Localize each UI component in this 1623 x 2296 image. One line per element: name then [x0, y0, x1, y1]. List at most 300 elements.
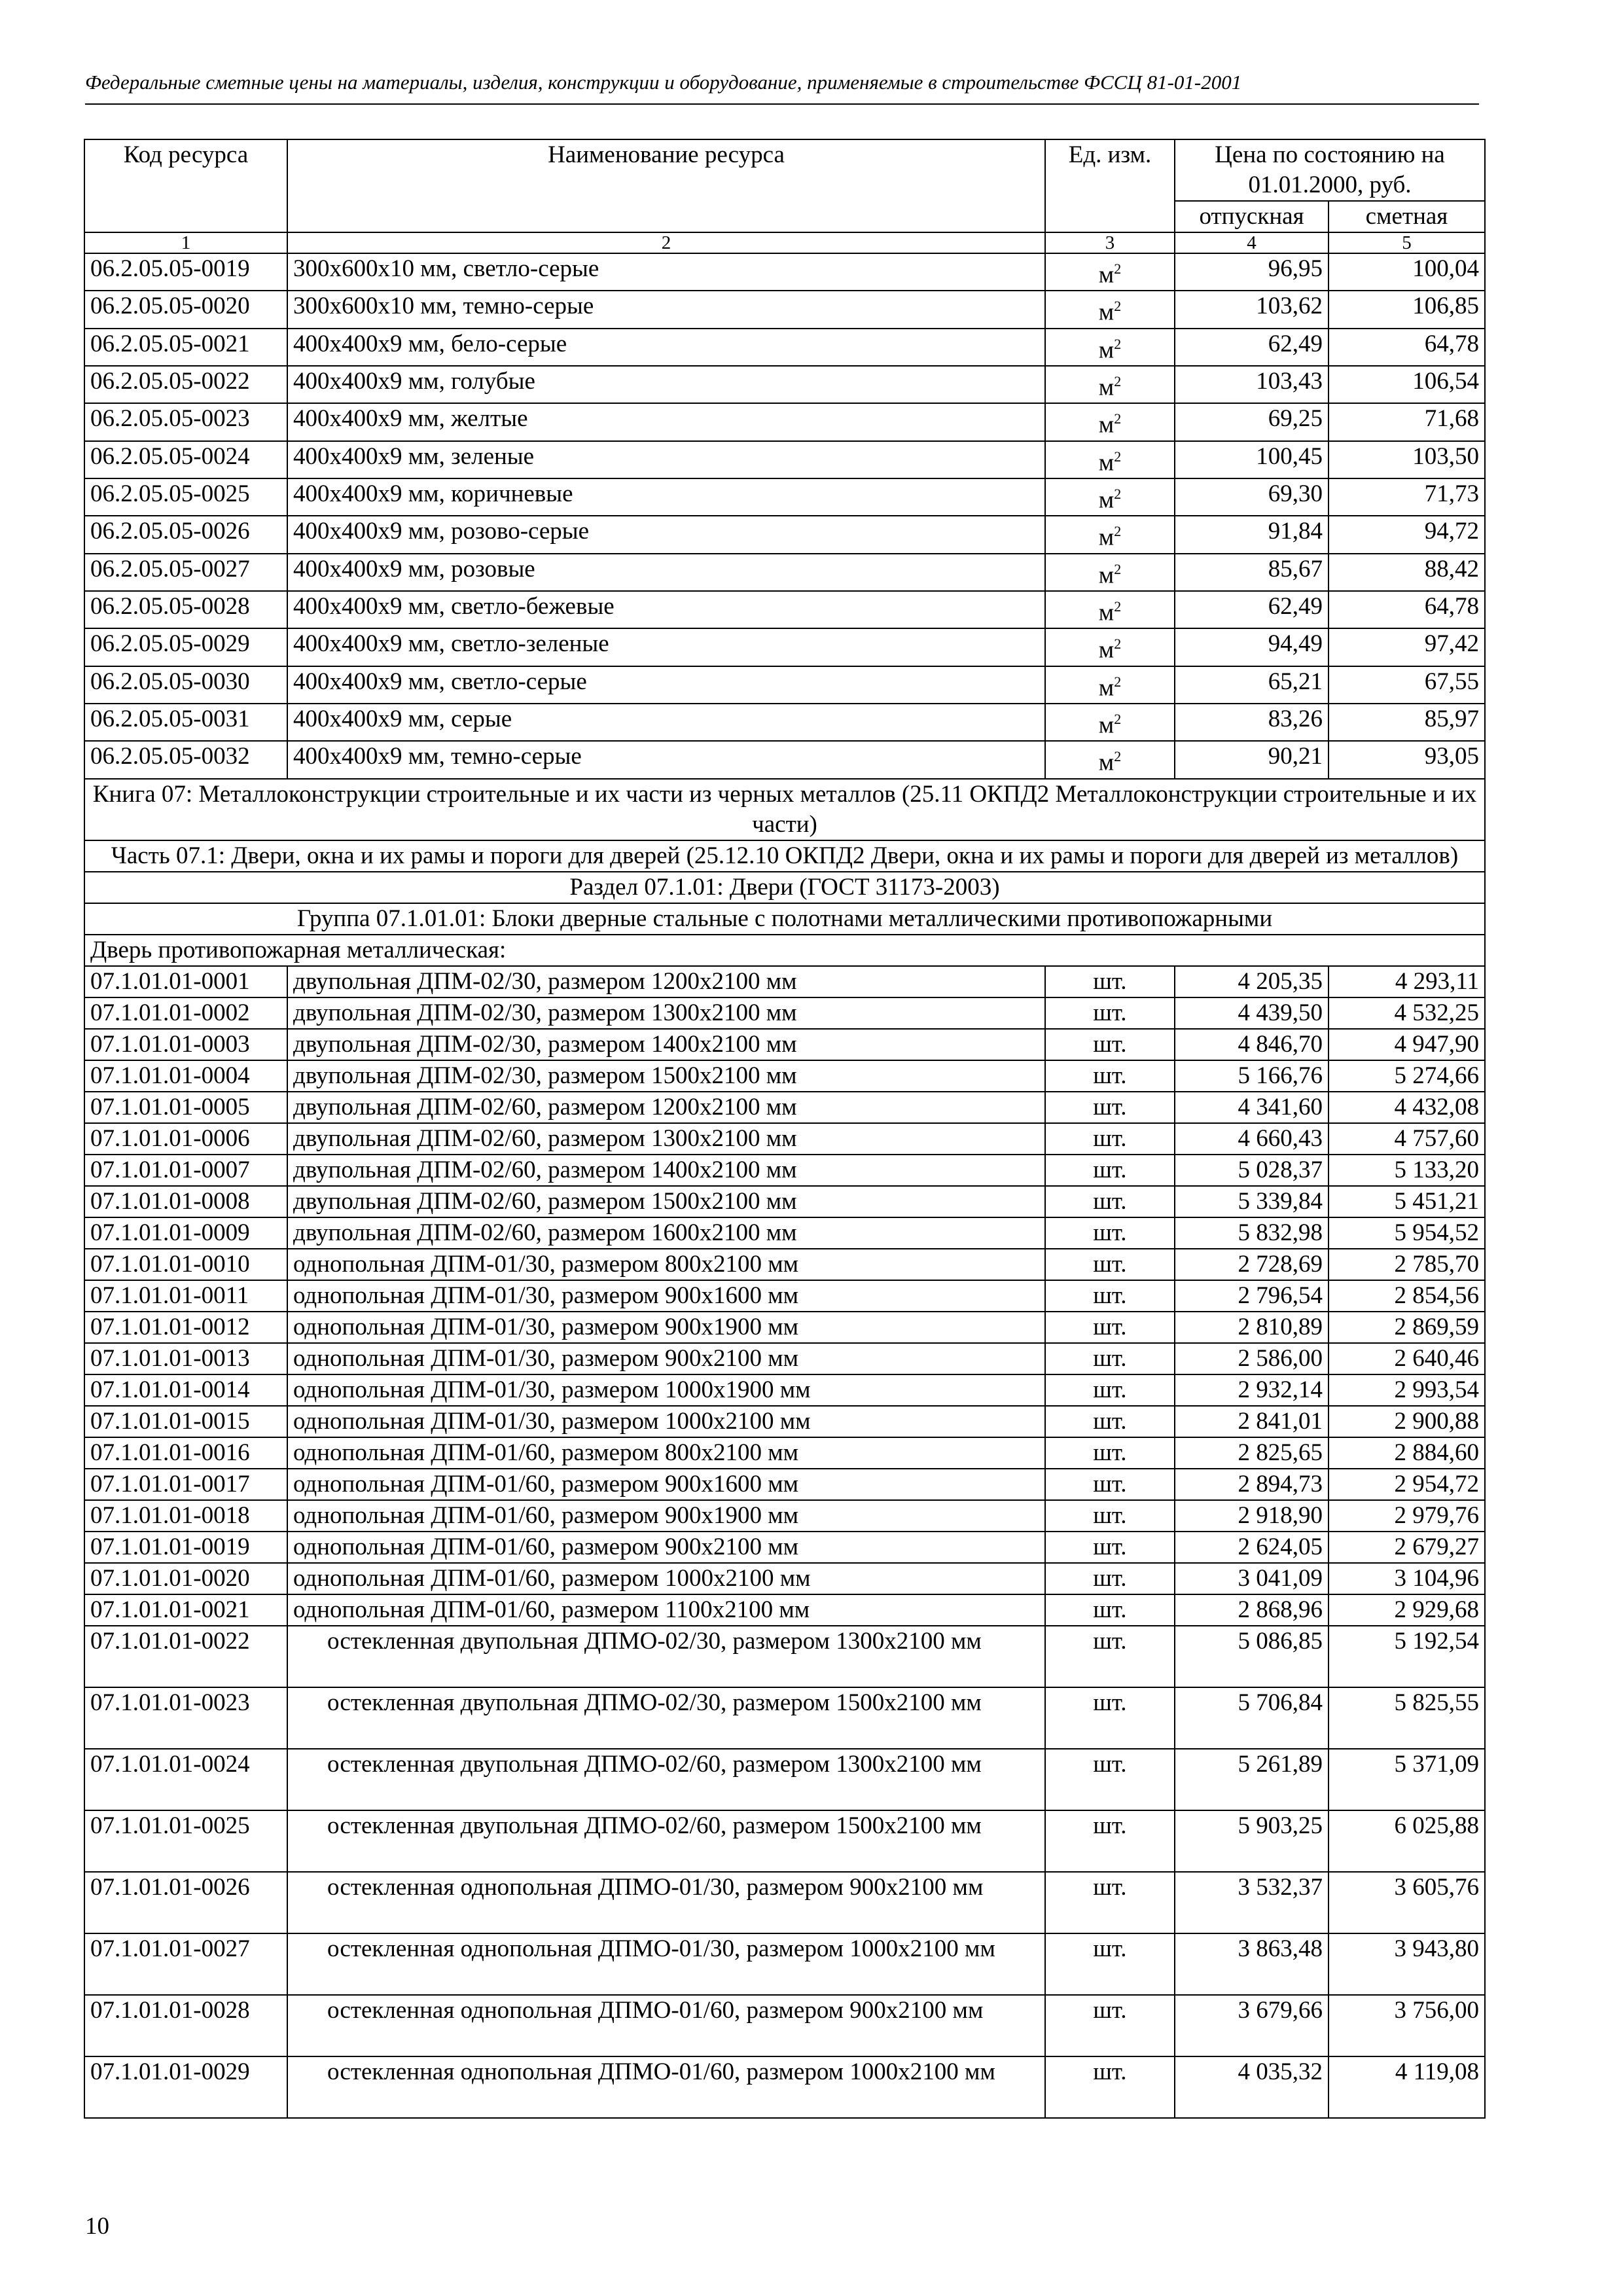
estimate-price: 97,42 [1329, 628, 1485, 666]
resource-name: 400х400х9 мм, розовые [287, 554, 1045, 591]
resource-code: 06.2.05.05-0023 [84, 403, 287, 440]
estimate-price: 3 605,76 [1329, 1872, 1485, 1933]
release-price: 103,43 [1175, 366, 1329, 403]
unit-label: шт. [1093, 1533, 1127, 1560]
release-price: 2 932,14 [1175, 1374, 1329, 1406]
unit-cell [1045, 441, 1175, 478]
estimate-price: 2 869,59 [1329, 1312, 1485, 1343]
table-row [84, 704, 1485, 741]
unit-cell [1045, 291, 1175, 328]
table-row [84, 1186, 1485, 1217]
resource-name: однопольная ДПМ-01/30, размером 1000х1900 мм [287, 1374, 1045, 1406]
estimate-price: 67,55 [1329, 666, 1485, 704]
resource-code: 06.2.05.05-0022 [84, 366, 287, 403]
table-row [84, 1280, 1485, 1312]
unit-label: шт. [1093, 1996, 1127, 2024]
resource-name: остекленная однопольная ДПМО-01/60, размером 900х2100 мм [287, 1995, 1045, 2056]
unit-cell [1045, 1374, 1175, 1406]
release-price: 3 679,66 [1175, 1995, 1329, 2056]
resource-name: 400х400х9 мм, светло-серые [287, 666, 1045, 704]
unit-label: шт. [1093, 2058, 1127, 2085]
section-title: Раздел 07.1.01: Двери (ГОСТ 31173-2003) [84, 872, 1485, 903]
table-row [84, 1249, 1485, 1280]
unit-superscript: 2 [1114, 410, 1122, 427]
resource-name: 400х400х9 мм, светло-бежевые [287, 591, 1045, 628]
estimate-price: 2 954,72 [1329, 1469, 1485, 1500]
estimate-price: 2 854,56 [1329, 1280, 1485, 1312]
unit-label: шт. [1093, 1187, 1127, 1215]
resource-name: двупольная ДПМ-02/30, размером 1300х2100 мм [287, 997, 1045, 1029]
release-price: 85,67 [1175, 554, 1329, 591]
release-price: 4 439,50 [1175, 997, 1329, 1029]
heading-rows [84, 779, 1485, 966]
unit-label: шт. [1093, 1219, 1127, 1246]
resource-name: 400х400х9 мм, голубые [287, 366, 1045, 403]
unit-cell [1045, 2056, 1175, 2118]
unit-label: шт. [1093, 1282, 1127, 1309]
unit-label: шт. [1093, 1093, 1127, 1121]
column-number-row [84, 232, 1485, 253]
resource-name: 400х400х9 мм, коричневые [287, 478, 1045, 516]
unit-label: шт. [1093, 1407, 1127, 1435]
resource-code: 07.1.01.01-0020 [84, 1563, 287, 1594]
unit-cell [1045, 403, 1175, 440]
resource-name: однопольная ДПМ-01/30, размером 800х2100 мм [287, 1249, 1045, 1280]
table-row [84, 329, 1485, 366]
unit-cell [1045, 478, 1175, 516]
estimate-price: 4 947,90 [1329, 1029, 1485, 1060]
unit-label: м [1098, 636, 1115, 664]
release-price: 2 624,05 [1175, 1532, 1329, 1563]
estimate-price: 3 104,96 [1329, 1563, 1485, 1594]
unit-cell [1045, 1995, 1175, 2056]
resource-name: 400х400х9 мм, темно-серые [287, 741, 1045, 778]
resource-name: двупольная ДПМ-02/30, размером 1400х2100 мм [287, 1029, 1045, 1060]
unit-superscript: 2 [1114, 372, 1122, 389]
estimate-price: 71,73 [1329, 478, 1485, 516]
estimate-price: 5 371,09 [1329, 1749, 1485, 1810]
estimate-price: 2 679,27 [1329, 1532, 1485, 1563]
unit-label: шт. [1093, 1501, 1127, 1529]
release-price: 2 841,01 [1175, 1406, 1329, 1437]
unit-label: м [1098, 298, 1115, 326]
group-title: Группа 07.1.01.01: Блоки дверные стальные с полотнами металлическими противопожарными [84, 903, 1485, 935]
release-price: 5 903,25 [1175, 1810, 1329, 1872]
release-price: 83,26 [1175, 704, 1329, 741]
table-row [84, 666, 1485, 704]
unit-cell [1045, 1594, 1175, 1626]
unit-cell [1045, 1217, 1175, 1249]
col-number: 4 [1175, 232, 1329, 253]
resource-code: 06.2.05.05-0021 [84, 329, 287, 366]
unit-label: шт. [1093, 1935, 1127, 1962]
release-price: 2 810,89 [1175, 1312, 1329, 1343]
table-row [84, 441, 1485, 478]
estimate-price: 2 900,88 [1329, 1406, 1485, 1437]
table-row [84, 1469, 1485, 1500]
resource-code: 07.1.01.01-0019 [84, 1532, 287, 1563]
unit-label: шт. [1093, 1313, 1127, 1340]
resource-code: 07.1.01.01-0027 [84, 1933, 287, 1995]
col-header-estimate: сметная [1329, 201, 1485, 232]
unit-label: шт. [1093, 1030, 1127, 1058]
resource-name: двупольная ДПМ-02/30, размером 1200х2100 мм [287, 966, 1045, 997]
estimate-price: 4 119,08 [1329, 2056, 1485, 2118]
table-row [84, 1437, 1485, 1469]
resource-code: 07.1.01.01-0008 [84, 1186, 287, 1217]
release-price: 2 825,65 [1175, 1437, 1329, 1469]
resource-name: 300х600х10 мм, светло-серые [287, 253, 1045, 291]
resource-name: двупольная ДПМ-02/60, размером 1500х2100 мм [287, 1186, 1045, 1217]
release-price: 94,49 [1175, 628, 1329, 666]
col-number: 3 [1045, 232, 1175, 253]
table-row [84, 1563, 1485, 1594]
estimate-price: 4 757,60 [1329, 1123, 1485, 1155]
table-row [84, 1155, 1485, 1186]
unit-label: шт. [1093, 1689, 1127, 1716]
table-row [84, 997, 1485, 1029]
unit-label: м [1098, 374, 1115, 401]
table-row [84, 554, 1485, 591]
estimate-price: 6 025,88 [1329, 1810, 1485, 1872]
unit-cell [1045, 1312, 1175, 1343]
table-row [84, 1406, 1485, 1437]
unit-label: шт. [1093, 1124, 1127, 1152]
resource-code: 07.1.01.01-0022 [84, 1626, 287, 1687]
unit-label: м [1098, 486, 1115, 514]
release-price: 2 868,96 [1175, 1594, 1329, 1626]
unit-superscript: 2 [1114, 636, 1122, 653]
unit-superscript: 2 [1114, 598, 1122, 615]
release-price: 3 532,37 [1175, 1872, 1329, 1933]
release-price: 96,95 [1175, 253, 1329, 291]
unit-cell [1045, 1092, 1175, 1123]
resource-code: 07.1.01.01-0024 [84, 1749, 287, 1810]
running-header: Федеральные сметные цены на материалы, изделия, конструкции и оборудование, применяемые в строительстве ФССЦ 81-01-2001 [85, 71, 1242, 94]
col-number: 2 [287, 232, 1045, 253]
table-row [84, 1749, 1485, 1810]
resource-code: 07.1.01.01-0011 [84, 1280, 287, 1312]
unit-superscript: 2 [1114, 448, 1122, 465]
col-header-price: Цена по состоянию на 01.01.2000, руб. [1175, 139, 1485, 201]
table-row [84, 1500, 1485, 1532]
unit-label: м [1098, 336, 1115, 363]
unit-cell [1045, 1406, 1175, 1437]
unit-cell [1045, 704, 1175, 741]
resource-code: 07.1.01.01-0010 [84, 1249, 287, 1280]
unit-superscript: 2 [1114, 298, 1122, 315]
release-price: 5 832,98 [1175, 1217, 1329, 1249]
unit-label: м [1098, 448, 1115, 476]
resource-code: 07.1.01.01-0009 [84, 1217, 287, 1249]
page-number: 10 [85, 2213, 109, 2240]
unit-cell [1045, 253, 1175, 291]
table-row [84, 403, 1485, 440]
resource-name: остекленная двупольная ДПМО-02/60, размером 1500х2100 мм [287, 1810, 1045, 1872]
resource-name: 400х400х9 мм, розово-серые [287, 516, 1045, 553]
unit-cell [1045, 516, 1175, 553]
col-header-release: отпускная [1175, 201, 1329, 232]
unit-superscript: 2 [1114, 485, 1122, 502]
unit-cell [1045, 1280, 1175, 1312]
release-price: 5 706,84 [1175, 1687, 1329, 1749]
estimate-price: 4 532,25 [1329, 997, 1485, 1029]
release-price: 65,21 [1175, 666, 1329, 704]
release-price: 3 863,48 [1175, 1933, 1329, 1995]
unit-cell [1045, 666, 1175, 704]
estimate-price: 2 979,76 [1329, 1500, 1485, 1532]
resource-name: однопольная ДПМ-01/60, размером 900х1900 мм [287, 1500, 1045, 1532]
release-price: 5 028,37 [1175, 1155, 1329, 1186]
unit-label: шт. [1093, 1470, 1127, 1498]
resource-code: 07.1.01.01-0014 [84, 1374, 287, 1406]
table-row [84, 1312, 1485, 1343]
resource-code: 07.1.01.01-0012 [84, 1312, 287, 1343]
resource-code: 06.2.05.05-0020 [84, 291, 287, 328]
resource-name: остекленная однопольная ДПМО-01/30, размером 900х2100 мм [287, 1872, 1045, 1933]
resource-code: 06.2.05.05-0027 [84, 554, 287, 591]
table-row [84, 966, 1485, 997]
unit-label: шт. [1093, 1812, 1127, 1839]
unit-cell [1045, 554, 1175, 591]
table-row [84, 1343, 1485, 1374]
resource-code: 07.1.01.01-0001 [84, 966, 287, 997]
col-header-unit: Ед. изм. [1045, 139, 1175, 232]
resource-code: 07.1.01.01-0016 [84, 1437, 287, 1469]
resource-code: 07.1.01.01-0006 [84, 1123, 287, 1155]
unit-label: м [1098, 711, 1115, 739]
unit-cell [1045, 329, 1175, 366]
unit-superscript: 2 [1114, 673, 1122, 690]
release-price: 4 035,32 [1175, 2056, 1329, 2118]
resource-code: 06.2.05.05-0025 [84, 478, 287, 516]
resource-code: 07.1.01.01-0017 [84, 1469, 287, 1500]
resource-name: однопольная ДПМ-01/30, размером 900х1900 мм [287, 1312, 1045, 1343]
table-row [84, 1995, 1485, 2056]
unit-cell [1045, 1437, 1175, 1469]
release-price: 69,25 [1175, 403, 1329, 440]
unit-label: шт. [1093, 1564, 1127, 1592]
resource-name: двупольная ДПМ-02/60, размером 1600х2100 мм [287, 1217, 1045, 1249]
resource-code: 07.1.01.01-0026 [84, 1872, 287, 1933]
estimate-price: 2 993,54 [1329, 1374, 1485, 1406]
col-header-code: Код ресурса [84, 139, 287, 232]
release-price: 4 846,70 [1175, 1029, 1329, 1060]
unit-cell [1045, 1872, 1175, 1933]
table-row [84, 628, 1485, 666]
resource-code: 07.1.01.01-0023 [84, 1687, 287, 1749]
estimate-price: 3 943,80 [1329, 1933, 1485, 1995]
resource-name: 400х400х9 мм, бело-серые [287, 329, 1045, 366]
estimate-price: 94,72 [1329, 516, 1485, 553]
table-row [84, 1626, 1485, 1687]
release-price: 62,49 [1175, 591, 1329, 628]
table-row [84, 591, 1485, 628]
table-row [84, 1687, 1485, 1749]
unit-cell [1045, 366, 1175, 403]
resource-code: 06.2.05.05-0032 [84, 741, 287, 778]
resource-code: 07.1.01.01-0007 [84, 1155, 287, 1186]
estimate-price: 2 640,46 [1329, 1343, 1485, 1374]
estimate-price: 85,97 [1329, 704, 1485, 741]
unit-label: м [1098, 411, 1115, 439]
estimate-price: 88,42 [1329, 554, 1485, 591]
estimate-price: 5 274,66 [1329, 1060, 1485, 1092]
unit-cell [1045, 1933, 1175, 1995]
unit-label: шт. [1093, 1344, 1127, 1372]
release-price: 5 086,85 [1175, 1626, 1329, 1687]
unit-label: шт. [1093, 1156, 1127, 1183]
resource-name: двупольная ДПМ-02/60, размером 1400х2100 мм [287, 1155, 1045, 1186]
unit-cell [1045, 1626, 1175, 1687]
unit-cell [1045, 1563, 1175, 1594]
unit-label: шт. [1093, 1250, 1127, 1278]
unit-superscript: 2 [1114, 748, 1122, 765]
resource-code: 06.2.05.05-0030 [84, 666, 287, 704]
estimate-price: 4 432,08 [1329, 1092, 1485, 1123]
estimate-price: 106,85 [1329, 291, 1485, 328]
resource-code: 07.1.01.01-0015 [84, 1406, 287, 1437]
release-price: 91,84 [1175, 516, 1329, 553]
release-price: 5 166,76 [1175, 1060, 1329, 1092]
resource-name: 300х600х10 мм, темно-серые [287, 291, 1045, 328]
resource-code: 07.1.01.01-0003 [84, 1029, 287, 1060]
resource-name: двупольная ДПМ-02/60, размером 1300х2100 мм [287, 1123, 1045, 1155]
release-price: 4 341,60 [1175, 1092, 1329, 1123]
resource-code: 07.1.01.01-0018 [84, 1500, 287, 1532]
estimate-price: 5 451,21 [1329, 1186, 1485, 1217]
release-price: 2 894,73 [1175, 1469, 1329, 1500]
release-price: 69,30 [1175, 478, 1329, 516]
table-row [84, 1029, 1485, 1060]
unit-label: м [1098, 599, 1115, 626]
estimate-price: 5 133,20 [1329, 1155, 1485, 1186]
unit-superscript: 2 [1114, 260, 1122, 277]
resource-name: 400х400х9 мм, серые [287, 704, 1045, 741]
resource-code: 07.1.01.01-0004 [84, 1060, 287, 1092]
unit-superscript: 2 [1114, 710, 1122, 727]
unit-cell [1045, 1249, 1175, 1280]
table-row [84, 1810, 1485, 1872]
unit-cell [1045, 591, 1175, 628]
table-row [84, 1217, 1485, 1249]
resource-name: однопольная ДПМ-01/60, размером 900х1600 мм [287, 1469, 1045, 1500]
estimate-price: 106,54 [1329, 366, 1485, 403]
resource-code: 07.1.01.01-0005 [84, 1092, 287, 1123]
estimate-price: 103,50 [1329, 441, 1485, 478]
unit-cell [1045, 1810, 1175, 1872]
unit-cell [1045, 1155, 1175, 1186]
resource-name: остекленная однопольная ДПМО-01/30, размером 1000х2100 мм [287, 1933, 1045, 1995]
resource-code: 07.1.01.01-0028 [84, 1995, 287, 2056]
unit-cell [1045, 1029, 1175, 1060]
tile-rows [84, 253, 1485, 779]
table-row [84, 1374, 1485, 1406]
table-row [84, 1933, 1485, 1995]
resource-code: 06.2.05.05-0028 [84, 591, 287, 628]
unit-label: шт. [1093, 1627, 1127, 1655]
release-price: 4 205,35 [1175, 966, 1329, 997]
estimate-price: 93,05 [1329, 741, 1485, 778]
resource-name: однопольная ДПМ-01/30, размером 900х2100 мм [287, 1343, 1045, 1374]
resource-name: 400х400х9 мм, зеленые [287, 441, 1045, 478]
unit-cell [1045, 1500, 1175, 1532]
table-row [84, 1594, 1485, 1626]
door-rows [84, 966, 1485, 2118]
unit-label: шт. [1093, 1750, 1127, 1778]
release-price: 5 339,84 [1175, 1186, 1329, 1217]
estimate-price: 2 929,68 [1329, 1594, 1485, 1626]
unit-label: м [1098, 261, 1115, 289]
resource-name: двупольная ДПМ-02/30, размером 1500х2100 мм [287, 1060, 1045, 1092]
table-row [84, 516, 1485, 553]
unit-cell [1045, 628, 1175, 666]
resource-name: 400х400х9 мм, желтые [287, 403, 1045, 440]
unit-cell [1045, 1687, 1175, 1749]
resource-code: 06.2.05.05-0029 [84, 628, 287, 666]
release-price: 100,45 [1175, 441, 1329, 478]
estimate-price: 71,68 [1329, 403, 1485, 440]
table-row [84, 2056, 1485, 2118]
table-row [84, 366, 1485, 403]
unit-label: шт. [1093, 999, 1127, 1026]
estimate-price: 5 192,54 [1329, 1626, 1485, 1687]
release-price: 103,62 [1175, 291, 1329, 328]
resource-name: однопольная ДПМ-01/30, размером 900х1600 мм [287, 1280, 1045, 1312]
unit-label: шт. [1093, 1062, 1127, 1089]
unit-label: шт. [1093, 967, 1127, 995]
unit-superscript: 2 [1114, 560, 1122, 577]
table-row [84, 1060, 1485, 1092]
release-price: 3 041,09 [1175, 1563, 1329, 1594]
release-price: 90,21 [1175, 741, 1329, 778]
resource-name: однопольная ДПМ-01/60, размером 1100х2100 мм [287, 1594, 1045, 1626]
resource-name: однопольная ДПМ-01/30, размером 1000х2100 мм [287, 1406, 1045, 1437]
resource-code: 07.1.01.01-0013 [84, 1343, 287, 1374]
release-price: 62,49 [1175, 329, 1329, 366]
unit-superscript: 2 [1114, 335, 1122, 352]
unit-cell [1045, 1186, 1175, 1217]
table-row [84, 1092, 1485, 1123]
unit-cell [1045, 1060, 1175, 1092]
unit-label: м [1098, 673, 1115, 701]
unit-cell [1045, 966, 1175, 997]
unit-label: м [1098, 749, 1115, 776]
book-title: Книга 07: Металлоконструкции строительные и их части из черных металлов (25.11 ОКПД2 Металлоконструкции строительные и их части) [84, 779, 1485, 840]
resource-name: остекленная двупольная ДПМО-02/60, размером 1300х2100 мм [287, 1749, 1045, 1810]
resource-code: 07.1.01.01-0029 [84, 2056, 287, 2118]
table-row [84, 253, 1485, 291]
table-row [84, 1532, 1485, 1563]
unit-cell [1045, 997, 1175, 1029]
unit-cell [1045, 1532, 1175, 1563]
estimate-price: 5 825,55 [1329, 1687, 1485, 1749]
unit-superscript: 2 [1114, 523, 1122, 540]
part-title: Часть 07.1: Двери, окна и их рамы и пороги для дверей (25.12.10 ОКПД2 Двери, окна и их рамы и пороги для дверей из металлов) [84, 840, 1485, 872]
unit-cell [1045, 1749, 1175, 1810]
estimate-price: 4 293,11 [1329, 966, 1485, 997]
table-row [84, 1123, 1485, 1155]
resource-name: однопольная ДПМ-01/60, размером 1000х2100 мм [287, 1563, 1045, 1594]
estimate-price: 64,78 [1329, 329, 1485, 366]
unit-label: шт. [1093, 1376, 1127, 1403]
resource-code: 06.2.05.05-0026 [84, 516, 287, 553]
resource-code: 07.1.01.01-0025 [84, 1810, 287, 1872]
resource-code: 06.2.05.05-0019 [84, 253, 287, 291]
subheading: Дверь противопожарная металлическая: [84, 935, 1485, 966]
unit-cell [1045, 1123, 1175, 1155]
header-rule [85, 103, 1479, 105]
